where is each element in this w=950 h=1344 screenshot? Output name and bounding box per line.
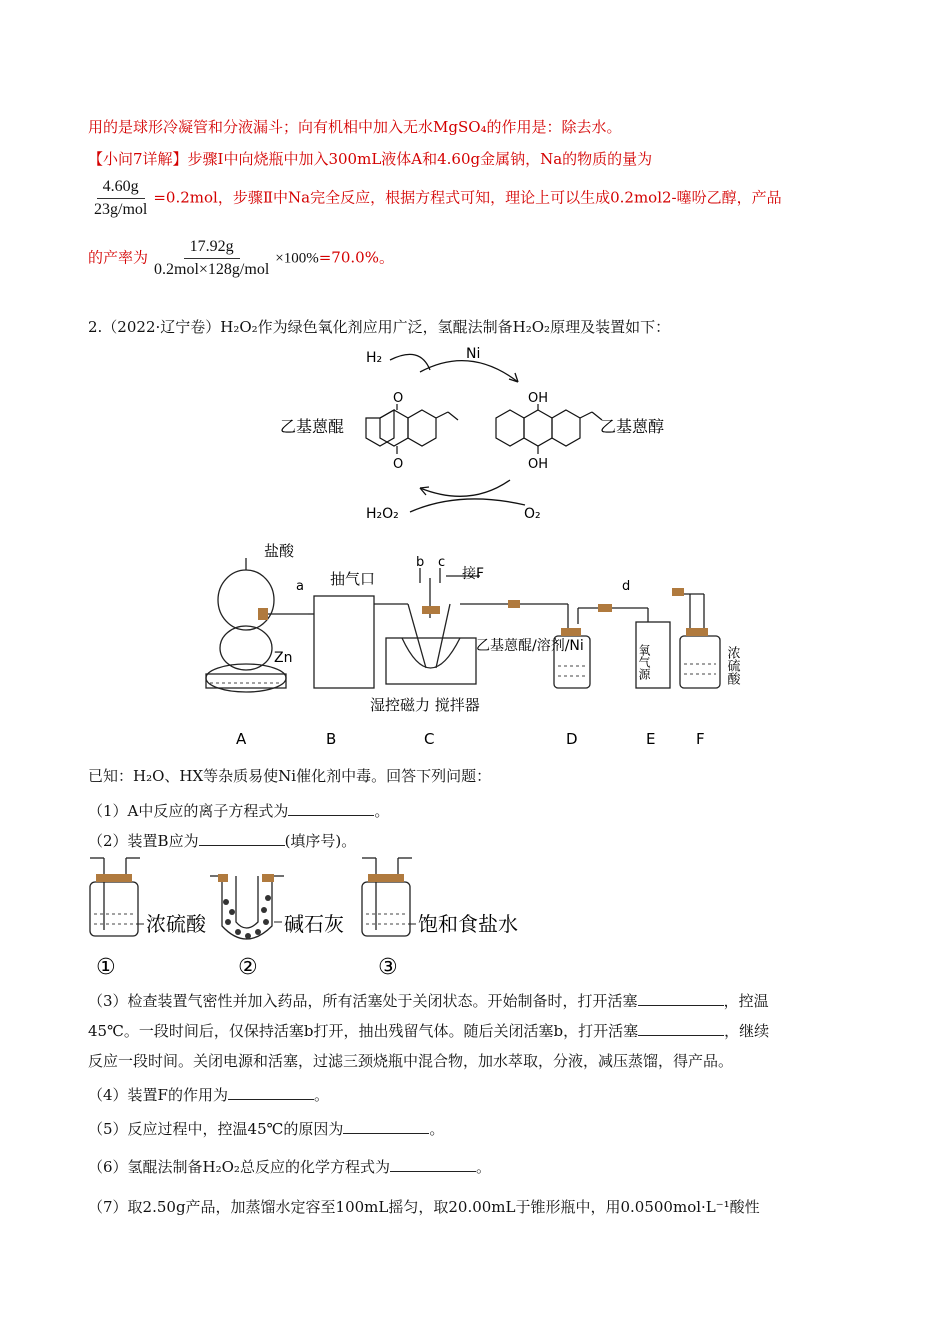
question-3a xyxy=(88,990,769,1011)
apparatus-valve-d: d xyxy=(622,579,631,594)
apparatus-oxygen: 氧气源 xyxy=(637,644,651,680)
scheme-h2o2: H₂O₂ xyxy=(366,506,399,522)
scheme-o-bottom: O xyxy=(393,457,404,472)
fraction-numerator: 4.60g xyxy=(97,178,145,199)
question-3b xyxy=(88,1020,769,1041)
apparatus-label-e: E xyxy=(646,730,656,748)
apparatus-reagent: 乙基蒽醌/溶剂/Ni xyxy=(476,638,584,654)
apparatus-stirrer: 湿控磁力 搅拌器 xyxy=(370,696,480,714)
scheme-oh-bottom: OH xyxy=(528,457,549,472)
answer-blank[interactable] xyxy=(228,1085,314,1100)
answer-line-4-result: =70.0%。 xyxy=(318,248,394,267)
apparatus-label-a: A xyxy=(236,730,247,748)
question-6-end: 。 xyxy=(475,1158,491,1176)
scheme-h2: H₂ xyxy=(366,350,383,366)
apparatus-pump: 抽气口 xyxy=(330,570,376,588)
question-4-text: （4）装置F的作用为 xyxy=(88,1086,228,1104)
question-4 xyxy=(88,1084,329,1105)
answer-line-4-head: 的产率为 xyxy=(88,248,149,267)
answer-line-2: 【小问7详解】步骤Ⅰ中向烧瓶中加入300mL液体A和4.60g金属钠，Na的物质的量为 xyxy=(88,150,653,168)
answer-blank[interactable] xyxy=(343,1119,429,1134)
apparatus-labels xyxy=(236,730,705,748)
question-4-end: 。 xyxy=(313,1086,329,1104)
option-2-number: ② xyxy=(238,955,258,980)
question-5-text: （5）反应过程中，控温45℃的原因为 xyxy=(88,1120,344,1138)
option-3-number: ③ xyxy=(378,955,398,980)
question-2-text: （2）装置B应为 xyxy=(88,832,199,850)
apparatus-hcl: 盐酸 xyxy=(264,542,295,560)
question-3b-tail: ，继续 xyxy=(724,1022,770,1040)
fraction-moles xyxy=(88,178,153,219)
apparatus-valve-b: b xyxy=(416,555,425,570)
apparatus-acid: 浓硫酸 xyxy=(724,646,740,685)
question-1-text: （1）A中反应的离子方程式为 xyxy=(88,802,289,820)
apparatus-label-b: B xyxy=(326,730,337,748)
apparatus-label-d: D xyxy=(566,730,578,748)
option-1-number: ① xyxy=(96,955,116,980)
question-known: 已知：H₂O、HX等杂质易使Ni催化剂中毒。回答下列问题： xyxy=(88,767,492,785)
question-1-end: 。 xyxy=(374,802,390,820)
apparatus-label-f: F xyxy=(696,730,705,748)
fraction-numerator: 17.92g xyxy=(184,238,240,259)
question-3a-tail: ，控温 xyxy=(723,992,769,1010)
options-figure xyxy=(86,852,556,980)
answer-line-3 xyxy=(88,178,782,219)
question-2 xyxy=(88,830,356,851)
question-5 xyxy=(88,1118,444,1139)
fraction-yield xyxy=(148,238,275,279)
apparatus-zn: Zn xyxy=(274,650,293,666)
option-1-label: 浓硫酸 xyxy=(146,912,206,936)
question-3a-text: （3）检查装置气密性并加入药品，所有活塞处于关闭状态。开始制备时，打开活塞 xyxy=(88,992,638,1010)
question-2-tail: (填序号)。 xyxy=(284,832,357,850)
quinone-structure xyxy=(366,404,458,454)
question-3b-text: 45℃。一段时间后，仅保持活塞b打开，抽出残留气体。随后关闭活塞b，打开活塞 xyxy=(88,1022,639,1040)
answer-blank[interactable] xyxy=(638,1021,724,1036)
apparatus-diagram xyxy=(198,538,768,753)
scheme-o-top: O xyxy=(393,391,404,406)
question-6-text: （6）氢醌法制备H₂O₂总反应的化学方程式为 xyxy=(88,1158,390,1176)
hydroquinone-structure xyxy=(496,404,602,454)
option-2-label: 碱石灰 xyxy=(284,912,344,936)
reaction-scheme xyxy=(270,340,690,530)
question-intro: 2.（2022·辽宁卷）H₂O₂作为绿色氧化剂应用广泛，氢醌法制备H₂O₂原理及装置如下： xyxy=(88,318,671,336)
scheme-ni: Ni xyxy=(466,346,481,362)
scheme-quinone: 乙基蒽醌 xyxy=(280,417,345,436)
answer-blank[interactable] xyxy=(199,831,285,846)
answer-blank[interactable] xyxy=(390,1157,476,1172)
question-6 xyxy=(88,1156,491,1177)
fraction-denominator: 0.2mol×128g/mol xyxy=(154,261,270,278)
question-3c: 反应一段时间。关闭电源和活塞，过滤三颈烧瓶中混合物，加水萃取，分液，减压蒸馏，得产品。 xyxy=(88,1052,734,1070)
answer-line-4 xyxy=(88,238,394,279)
scheme-o2: O₂ xyxy=(524,506,541,522)
answer-line-3-text: =0.2mol，步骤Ⅱ中Na完全反应，根据方程式可知，理论上可以生成0.2mol2-噻吩乙醇，产品 xyxy=(153,188,782,207)
question-5-end: 。 xyxy=(429,1120,445,1138)
apparatus-to-f: 接F xyxy=(462,566,485,582)
question-1 xyxy=(88,800,389,821)
answer-blank[interactable] xyxy=(638,991,724,1006)
answer-line-4-times: ×100% xyxy=(275,250,319,267)
question-7: （7）取2.50g产品，加蒸馏水定容至100mL摇匀，取20.00mL于锥形瓶中，用0.0500mol·L⁻¹酸性 xyxy=(88,1198,760,1216)
fraction-denominator: 23g/mol xyxy=(94,201,148,218)
apparatus-valve-a: a xyxy=(296,579,304,594)
apparatus-valve-c: c xyxy=(438,555,446,570)
option-3-label: 饱和食盐水 xyxy=(418,912,518,936)
scheme-hydroquinone: 乙基蒽醇 xyxy=(600,417,665,436)
apparatus-label-c: C xyxy=(424,730,435,748)
answer-blank[interactable] xyxy=(288,801,374,816)
scheme-oh-top: OH xyxy=(528,391,549,406)
answer-line-1: 用的是球形冷凝管和分液漏斗；向有机相中加入无水MgSO₄的作用是：除去水。 xyxy=(88,118,622,136)
